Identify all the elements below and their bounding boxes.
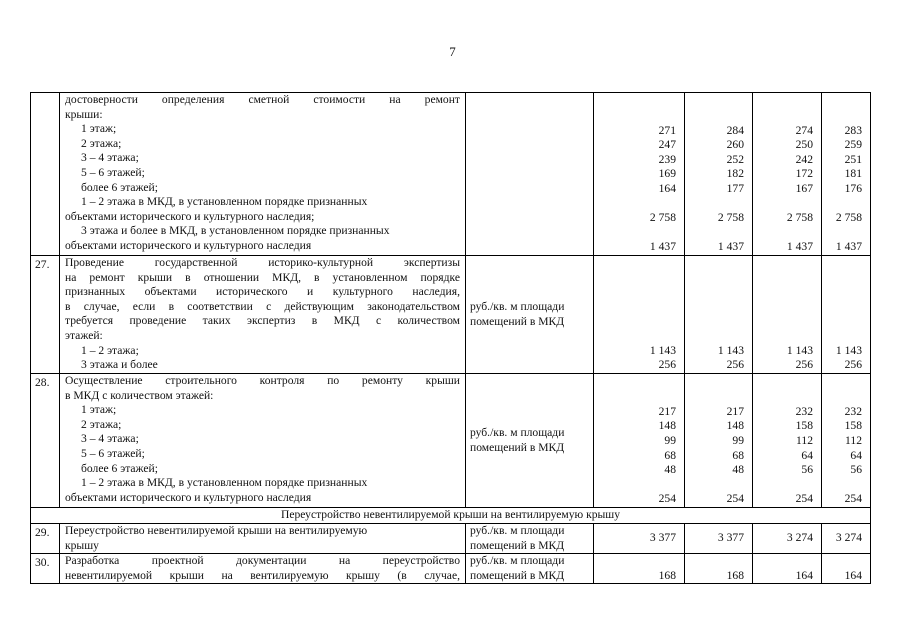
value-cell: 3 274 [753,524,822,554]
row-unit: руб./кв. м площади помещений в МКД [466,374,594,508]
row-number: 29. [31,524,60,554]
table-row-28 [31,374,871,508]
row-description: Разработка проектной документации на переустройство невентилируемой крыши на вентилируемую крышу (в случае, [60,554,466,584]
table-row-29 [31,524,871,554]
row-number [31,93,60,256]
table-row-27 [31,256,871,374]
value-cell: 3 377 [685,524,753,554]
row-number: 28. [31,374,60,508]
value-cell: 1 143 256 [685,256,753,374]
row-description: Переустройство невентилируемой крыши на вентилируемую крышу [60,524,466,554]
value-cell: 232 158 112 64 56 254 [753,374,822,508]
value-cell: 1 143 256 [753,256,822,374]
value-cell: 3 377 [594,524,685,554]
section-title: Переустройство невентилируемой крыши на вентилируемую крышу [31,508,871,524]
row-description: достоверности определения сметной стоимости на ремонт крыши: 1 этаж; 2 этажа; 3 – 4 этажа; 5 – 6 этажей; более 6 этажей; 1 – 2 этажа в МКД, в установленном порядке признанных объектами исторического и культурного наследия; 3 этажа и более в МКД, в установленном порядке признанных объектами исторического и культурного наследия [60,93,466,256]
cost-table [30,92,871,584]
row-number: 30. [31,554,60,584]
value-cell: 271 247 239 169 164 2 758 1 437 [594,93,685,256]
value-cell: 3 274 [822,524,871,554]
row-number: 27. [31,256,60,374]
row-description: Проведение государственной историко-культурной экспертизы на ремонт крыши в отношении МКД, в установленном порядке признанных объектами исторического и культурного наследия, в случае, если в соответствии с действующим законодательством требуется проведение таких экспертиз в МКД с количеством этажей: 1 – 2 этажа; 3 этажа и более [60,256,466,374]
value-cell: 232 158 112 64 56 254 [822,374,871,508]
table-row-30 [31,554,871,584]
row-unit: руб./кв. м площади помещений в МКД [466,524,594,554]
value-cell: 1 143 256 [594,256,685,374]
section-header-row [31,508,871,524]
value-cell: 168 [594,554,685,584]
page-number: 7 [449,44,456,59]
value-cell: 1 143 256 [822,256,871,374]
row-unit: руб./кв. м площади помещений в МКД [466,554,594,584]
value-cell: 217 148 99 68 48 254 [685,374,753,508]
value-cell: 274 250 242 172 167 2 758 1 437 [753,93,822,256]
value-cell: 283 259 251 181 176 2 758 1 437 [822,93,871,256]
row-unit: руб./кв. м площади помещений в МКД [466,256,594,374]
row-description: Осуществление строительного контроля по ремонту крыши в МКД с количеством этажей: 1 этаж; 2 этажа; 3 – 4 этажа; 5 – 6 этажей; более 6 этажей; 1 – 2 этажа в МКД, в установленном порядке признанных объектами исторического и культурного наследия [60,374,466,508]
row-unit [466,93,594,256]
value-cell: 168 [685,554,753,584]
value-cell: 284 260 252 182 177 2 758 1 437 [685,93,753,256]
value-cell: 164 [753,554,822,584]
value-cell: 164 [822,554,871,584]
table-row-continued [31,93,871,256]
value-cell: 217 148 99 68 48 254 [594,374,685,508]
